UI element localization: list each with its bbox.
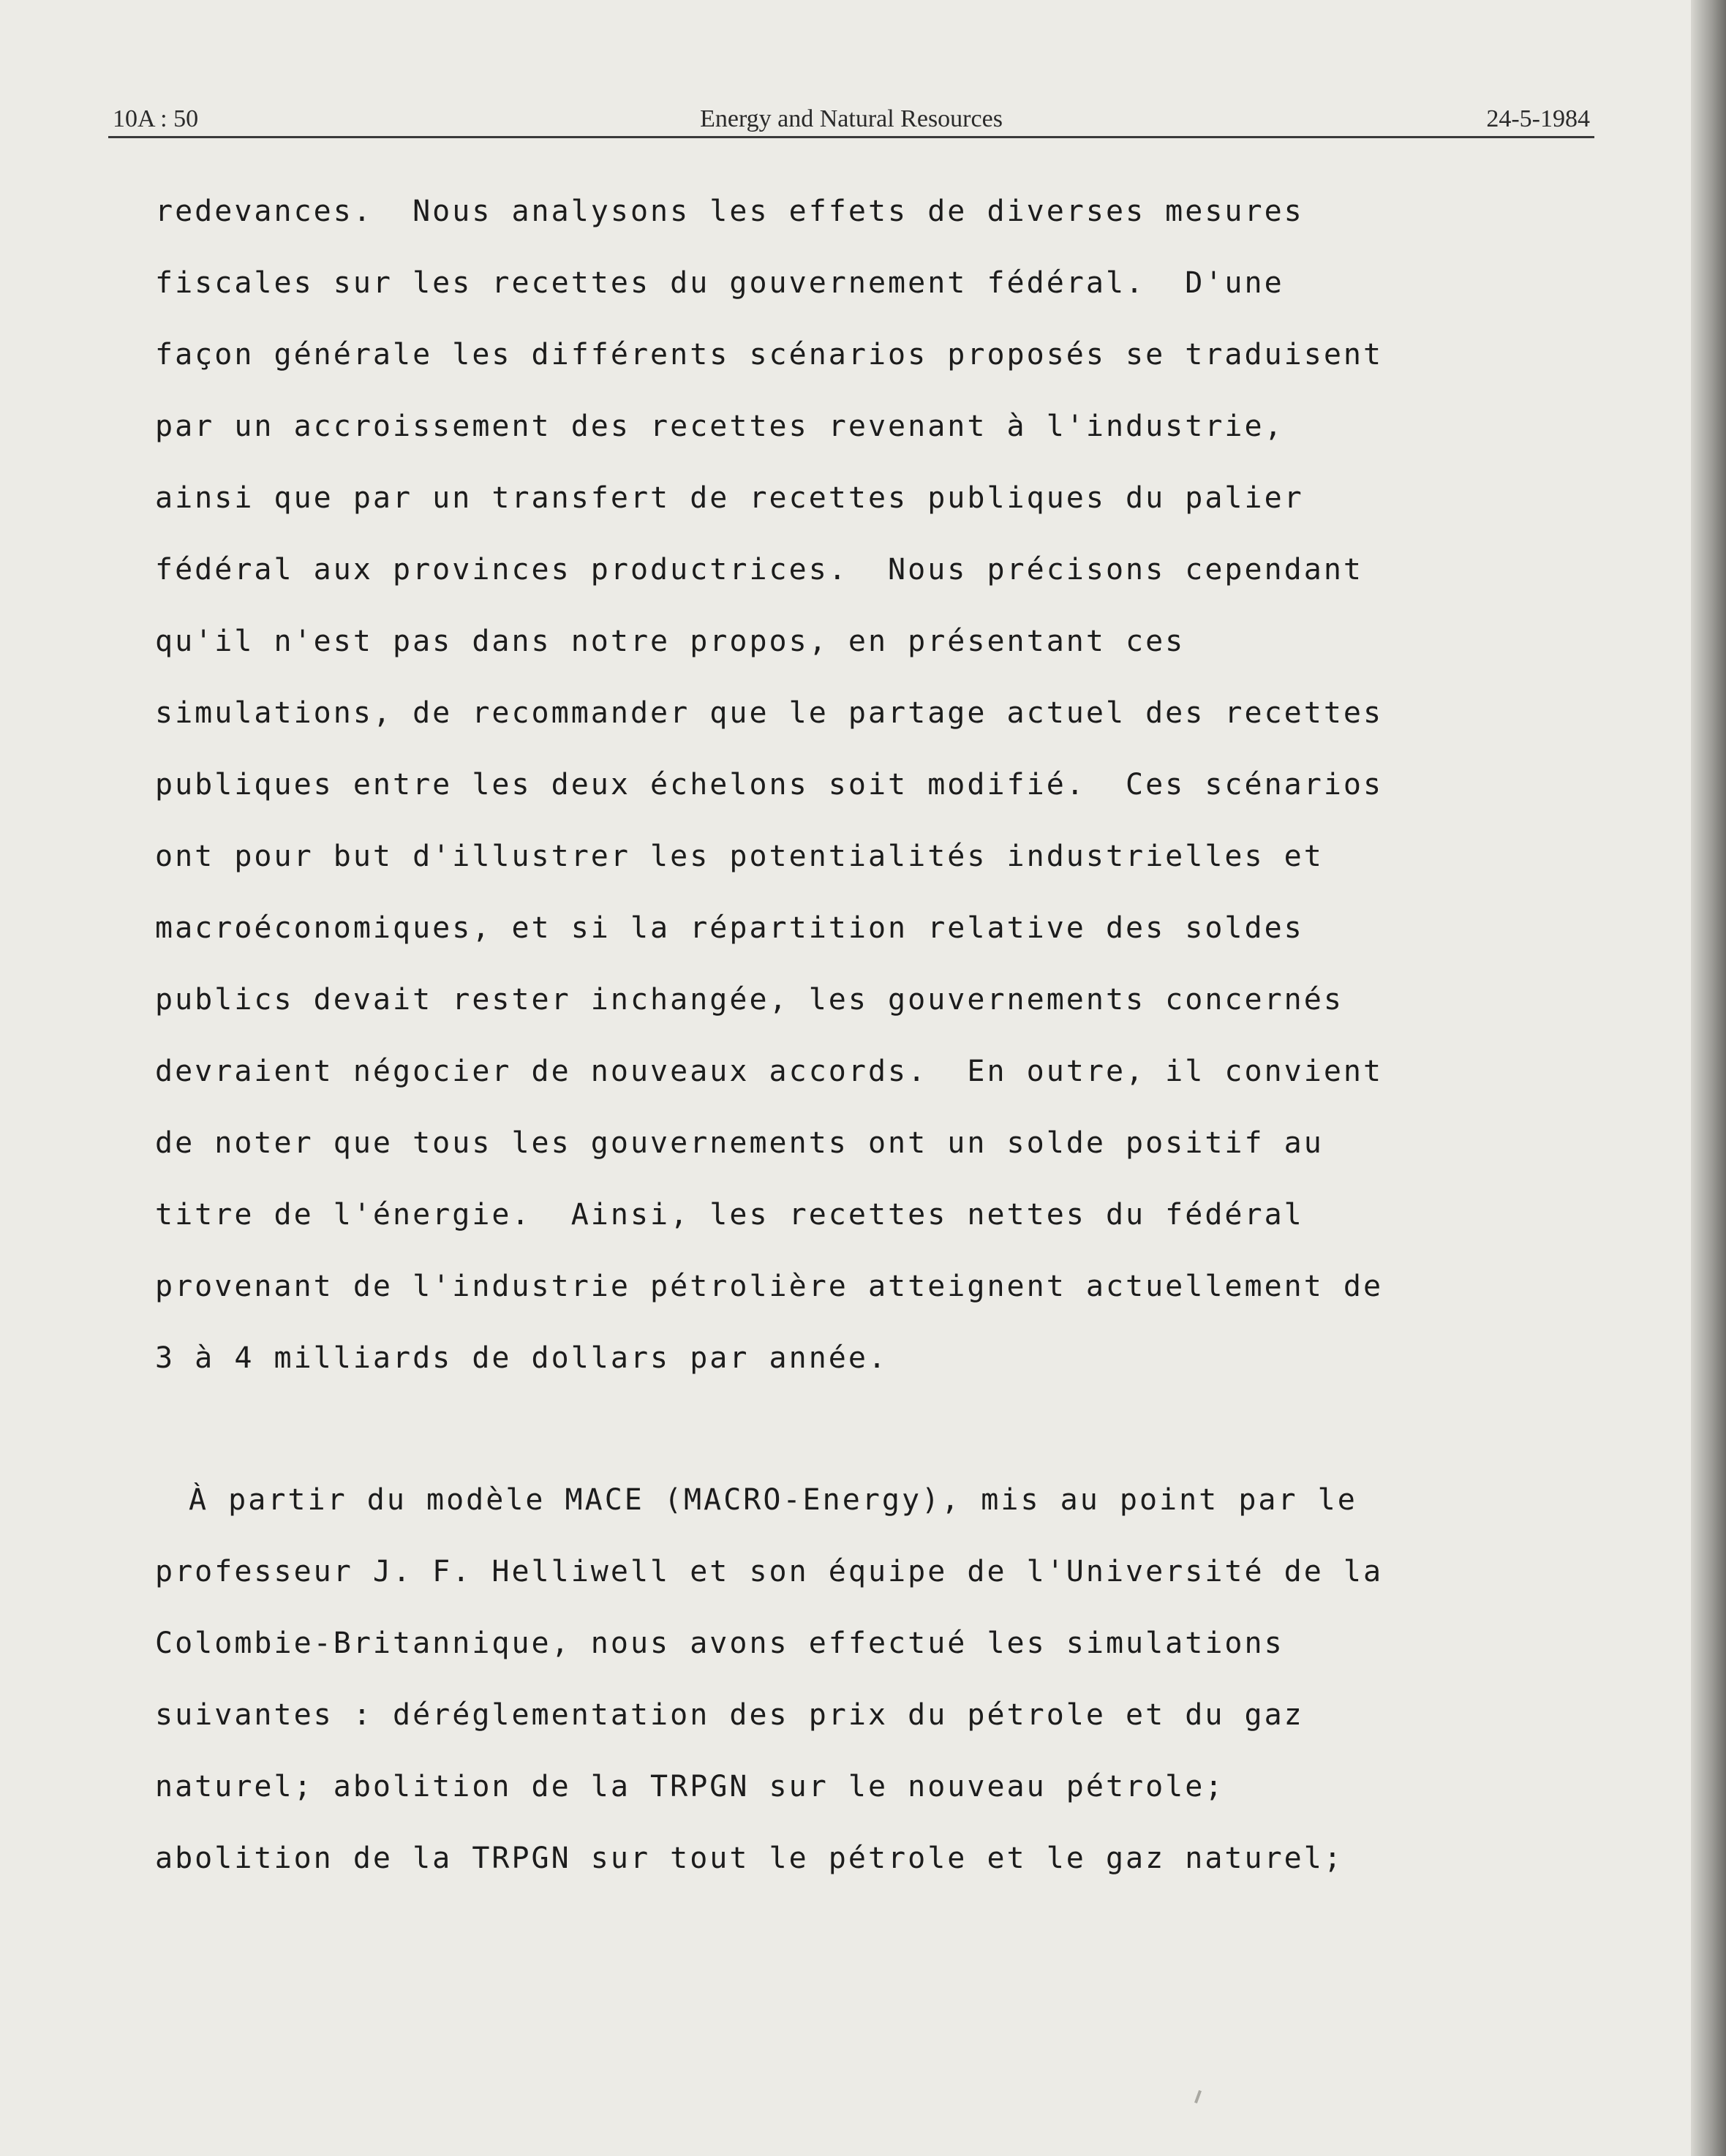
text-line: simulations, de recommander que le partage actuel des recettes: [155, 696, 1384, 730]
paragraph-1: [155, 176, 1581, 1394]
text-line: de noter que tous les gouvernements ont un solde positif au: [155, 1126, 1324, 1160]
text-line: ainsi que par un transfert de recettes publiques du palier: [155, 481, 1304, 515]
header-title: Energy and Natural Resources: [700, 105, 1003, 132]
text-line: À partir du modèle MACE (MACRO-Energy), mis au point par le: [189, 1483, 1357, 1517]
text-line: naturel; abolition de la TRPGN sur le nouveau pétrole;: [155, 1770, 1225, 1803]
text-line: Colombie-Britannique, nous avons effectué les simulations: [155, 1627, 1284, 1660]
paragraph-spacer: [155, 1394, 1581, 1464]
text-line: ont pour but d'illustrer les potentialités industrielles et: [155, 840, 1324, 873]
text-line: redevances. Nous analysons les effets de diverses mesures: [155, 195, 1304, 228]
text-line: publics devait rester inchangée, les gouvernements concernés: [155, 983, 1344, 1017]
text-line: macroéconomiques, et si la répartition relative des soldes: [155, 911, 1304, 945]
running-header: [108, 101, 1594, 138]
text-line: fiscales sur les recettes du gouvernement fédéral. D'une: [155, 266, 1284, 300]
body-text: [155, 176, 1581, 1894]
stray-pen-mark: [1194, 2090, 1202, 2103]
header-page-reference: 10A : 50: [113, 105, 199, 132]
text-line: abolition de la TRPGN sur tout le pétrole et le gaz naturel;: [155, 1842, 1344, 1875]
text-line: qu'il n'est pas dans notre propos, en présentant ces: [155, 625, 1186, 658]
text-line: par un accroissement des recettes revenant à l'industrie,: [155, 410, 1284, 443]
text-line: provenant de l'industrie pétrolière atteignent actuellement de: [155, 1270, 1384, 1303]
page-edge-shadow: [1691, 0, 1726, 2156]
text-line: 3 à 4 milliards de dollars par année.: [155, 1341, 889, 1375]
text-line: fédéral aux provinces productrices. Nous précisons cependant: [155, 553, 1364, 587]
paragraph-2: [155, 1464, 1581, 1894]
text-line: titre de l'énergie. Ainsi, les recettes nettes du fédéral: [155, 1198, 1304, 1232]
text-line: suivantes : déréglementation des prix du pétrole et du gaz: [155, 1698, 1304, 1732]
text-line: façon générale les différents scénarios proposés se traduisent: [155, 338, 1384, 372]
text-line: professeur J. F. Helliwell et son équipe de l'Université de la: [155, 1555, 1384, 1588]
text-line: publiques entre les deux échelons soit modifié. Ces scénarios: [155, 768, 1384, 802]
header-date: 24-5-1984: [1486, 105, 1590, 132]
text-line: devraient négocier de nouveaux accords. En outre, il convient: [155, 1055, 1384, 1088]
